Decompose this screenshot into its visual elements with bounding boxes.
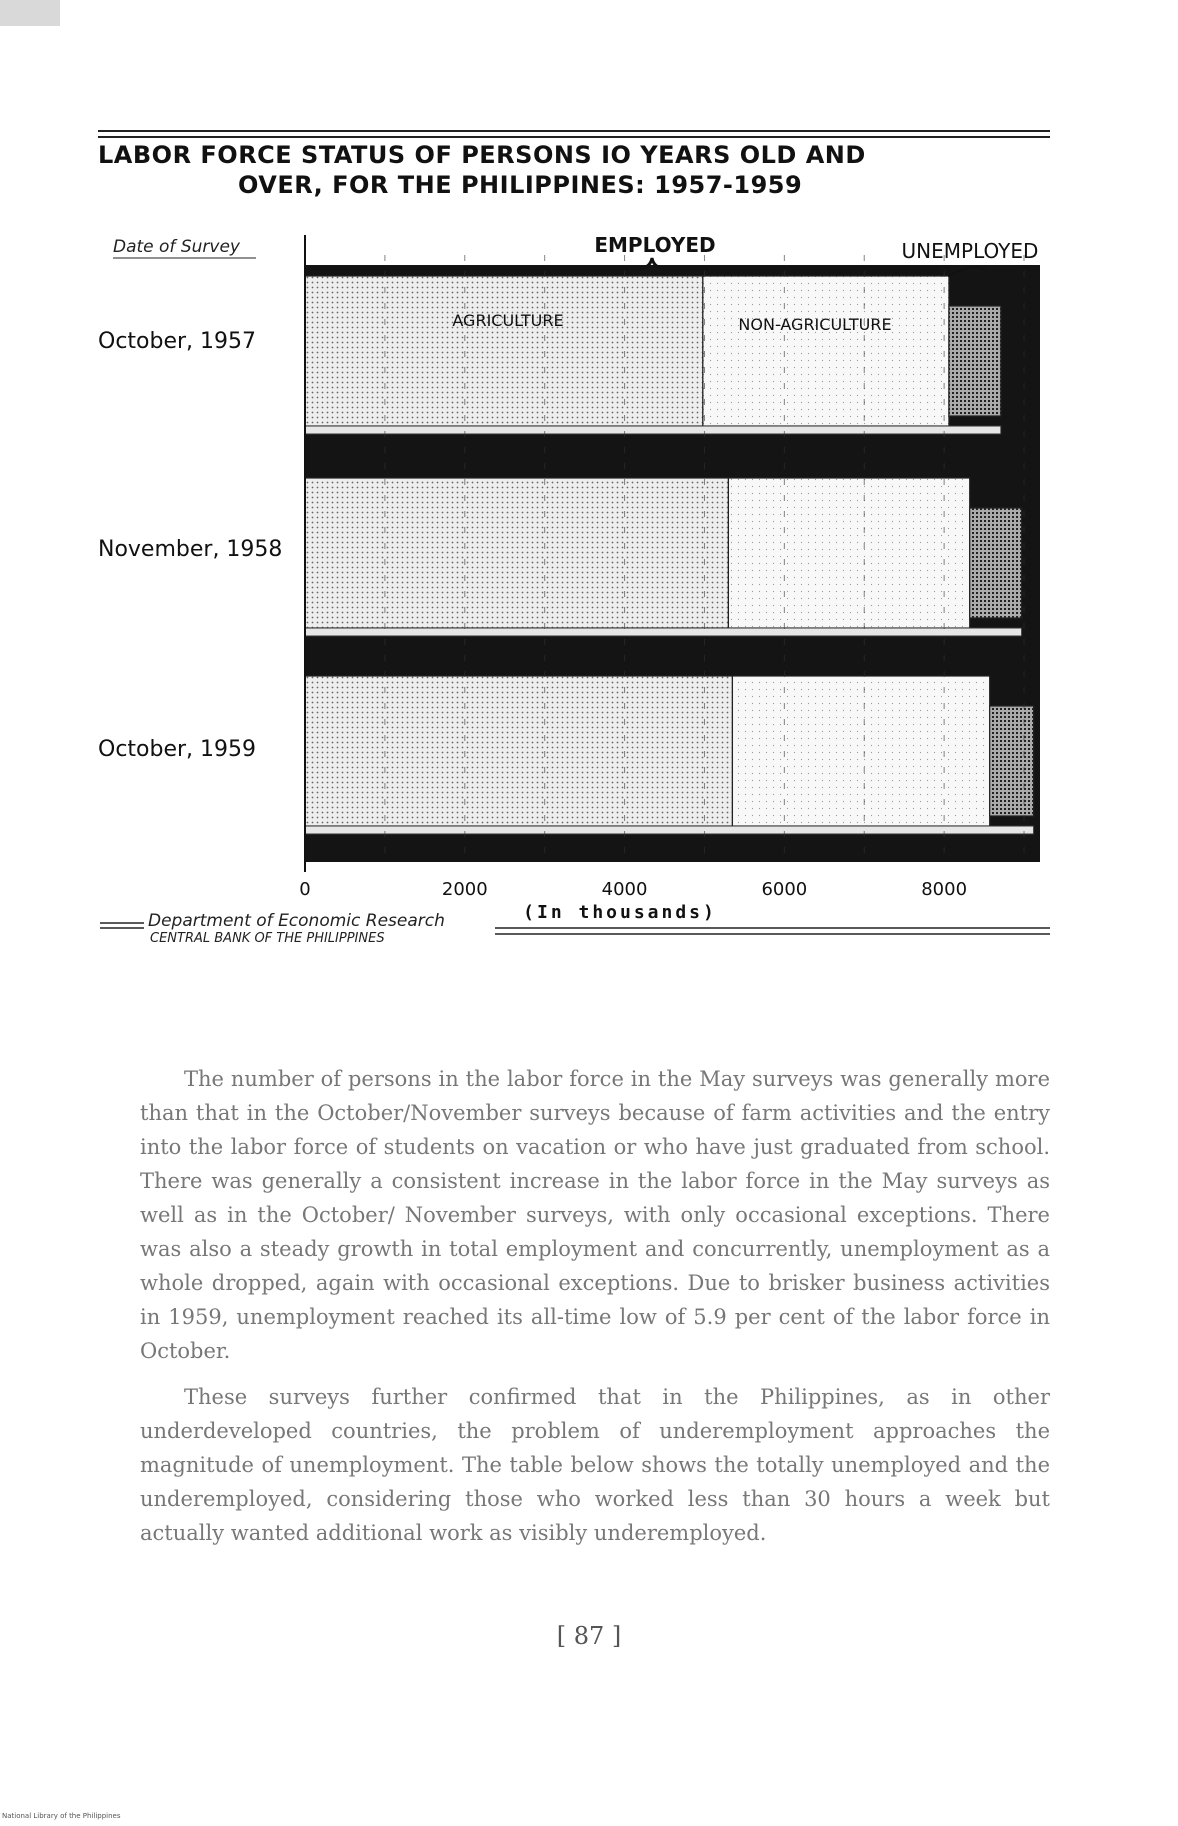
page-number: [ 87 ] [556,1622,622,1650]
paragraph-2: These surveys further confirmed that in the Philippines, as in other underdeveloped countries, the problem of underemployment approaches the magnitude of unemployment. The table below shows the totally unemployed and the underemployed, considering those who worked less than 30 hours a week but actually wanted additional work as visibly underemployed. [140,1385,1050,1545]
chart-title-line2: OVER, FOR THE PHILIPPINES: 1957-1959 [238,171,803,199]
bar-unemployed-3 [990,706,1034,816]
bar-non-agriculture-3 [732,676,989,826]
x-tick-label-4000: 4000 [601,879,648,900]
x-tick-label-8000: 8000 [921,879,968,900]
category-label-2: November, 1958 [98,537,283,562]
series-label-non-agriculture: NON-AGRICULTURE [738,315,892,334]
series-label-agriculture: AGRICULTURE [452,311,564,330]
bar-non-agriculture-1 [703,276,949,426]
body-text [140,1062,1050,1562]
x-tick-label-2000: 2000 [441,879,488,900]
y-header-label: Date of Survey [113,237,240,257]
x-tick-label-6000: 6000 [761,879,808,900]
paragraph-1: The number of persons in the labor force in the May surveys was generally more than that in the October/November surveys because of farm activities and the entry into the labor force of students on vacation or who have just graduated from school. There was generally a consistent increase in the labor force in the May surveys as well as in the October/ November surveys, with only occasional exceptions. There was also a steady growth in total employment and concurrently, unemployment as a whole dropped, again with occasional exceptions. Due to brisker business activities in 1959, unemployment reached its all-time low of 5.9 per cent of the labor force in October. [140,1067,1050,1363]
bar-agriculture-1 [305,276,703,426]
source-line-2: CENTRAL BANK OF THE PHILIPPINES [150,931,385,946]
bar-agriculture-3 [305,676,732,826]
bar-non-agriculture-2 [728,478,969,628]
bar-base-3 [305,826,1034,834]
category-label-3: October, 1959 [98,737,257,762]
source-line-1: Department of Economic Research [148,911,445,931]
group-label-unemployed: UNEMPLOYED [901,239,1039,263]
x-tick-label-0: 0 [299,879,311,900]
chart-title-line1: LABOR FORCE STATUS OF PERSONS IO YEARS OLD AND [98,141,866,169]
bar-unemployed-1 [949,306,1001,416]
bar-base-2 [305,628,1022,636]
category-label-1: October, 1957 [98,329,257,354]
bar-base-1 [305,426,1001,434]
bar-unemployed-2 [970,508,1022,618]
group-label-employed: EMPLOYED [594,233,716,257]
x-axis-label: (In thousands) [523,902,717,923]
scan-footer: National Library of the Philippines [2,1812,121,1820]
bar-agriculture-2 [305,478,728,628]
